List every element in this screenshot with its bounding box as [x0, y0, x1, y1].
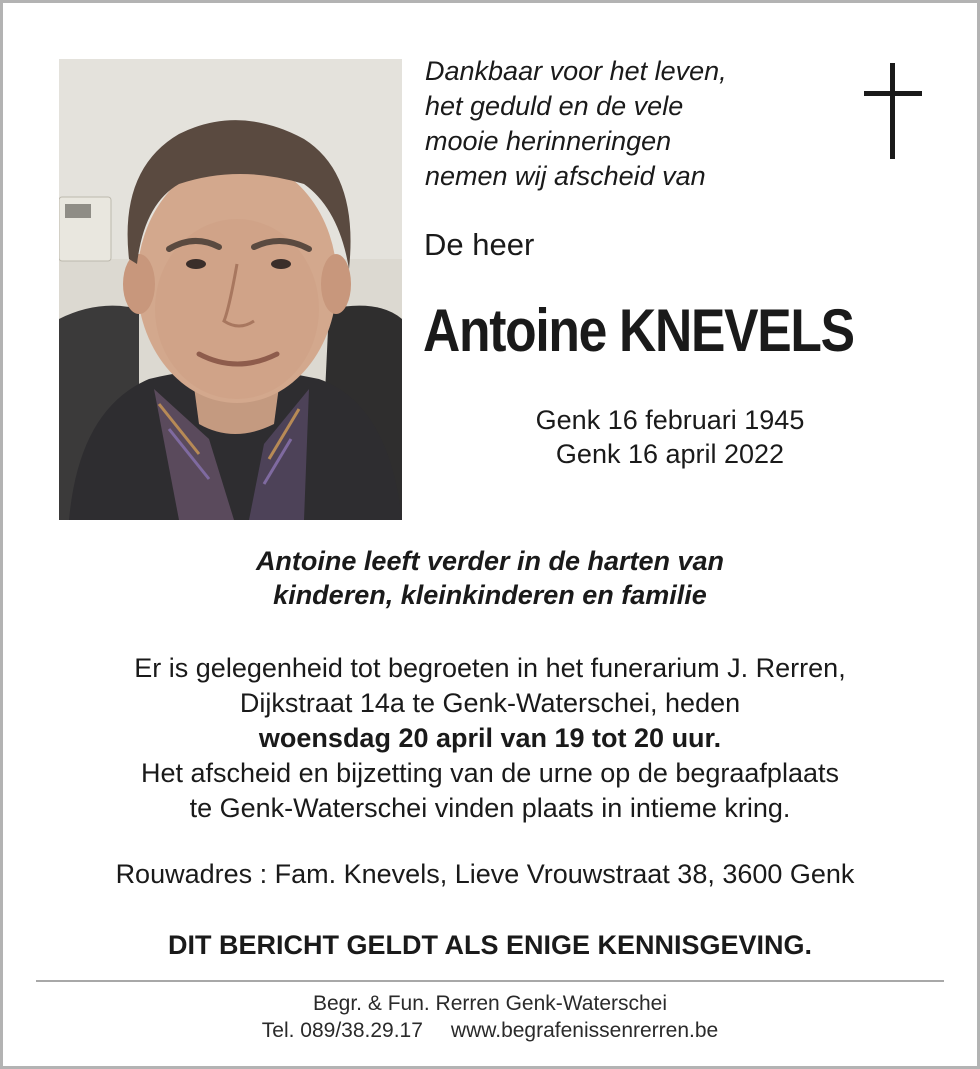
honorific-title: De heer	[424, 227, 535, 262]
tribute-text	[0, 544, 980, 612]
funeral-company: Begr. & Fun. Rerren Genk-Waterschei	[312, 992, 668, 1015]
phone-number: Tel. 089/38.29.17	[261, 1019, 423, 1042]
life-dates	[420, 403, 920, 471]
official-notice: DIT BERICHT GELDT ALS ENIGE KENNISGEVING.	[167, 930, 813, 960]
opening-line: mooie herinneringen	[425, 126, 672, 156]
visitation-time: woensdag 20 april van 19 tot 20 uur.	[258, 723, 722, 753]
deceased-name: Antoine KNEVELS	[423, 297, 854, 364]
death-date: Genk 16 april 2022	[555, 439, 785, 469]
opening-line: nemen wij afscheid van	[425, 161, 706, 191]
tribute-line: kinderen, kleinkinderen en familie	[273, 580, 707, 610]
mourning-address: Rouwadres : Fam. Knevels, Lieve Vrouwstraat 38, 3600 Genk	[115, 859, 855, 889]
cross-icon	[864, 63, 922, 159]
footer	[0, 990, 980, 1044]
tribute-line: Antoine leeft verder in de harten van	[255, 546, 725, 576]
visitation-line: Er is gelegenheid tot begroeten in het funerarium J. Rerren,	[134, 653, 846, 683]
opening-line: Dankbaar voor het leven,	[425, 56, 727, 86]
opening-verse	[425, 54, 845, 194]
visitation-info	[0, 651, 980, 826]
visitation-line: te Genk-Waterschei vinden plaats in intieme kring.	[189, 793, 791, 823]
birth-date: Genk 16 februari 1945	[535, 405, 805, 435]
website-link[interactable]: www.begrafenissenrerren.be	[450, 1019, 719, 1042]
portrait-illustration	[59, 59, 402, 520]
opening-line: het geduld en de vele	[425, 91, 684, 121]
divider	[36, 980, 944, 982]
contact-row	[0, 1017, 980, 1044]
visitation-line: Het afscheid en bijzetting van de urne op de begraafplaats	[141, 758, 839, 788]
portrait-photo	[59, 59, 402, 520]
visitation-line: Dijkstraat 14a te Genk-Waterschei, heden	[239, 688, 741, 718]
